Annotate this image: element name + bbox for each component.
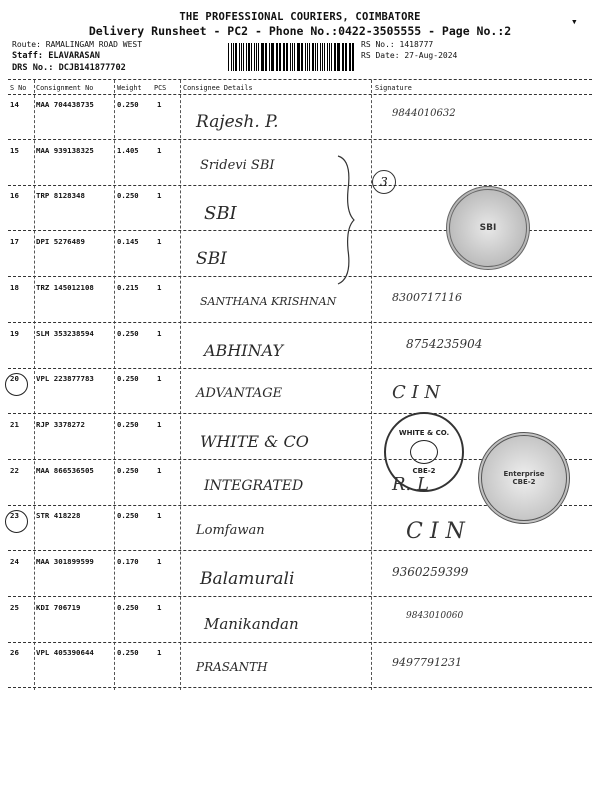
col-divider bbox=[180, 80, 181, 690]
row-pcs: 1 bbox=[157, 648, 162, 657]
row-weight: 0.250 bbox=[117, 648, 139, 657]
barcode-bar bbox=[327, 43, 328, 71]
row-pcs: 1 bbox=[157, 283, 162, 292]
row-signature: 8754235904 bbox=[406, 337, 483, 351]
circled-row-number bbox=[5, 373, 28, 396]
barcode-bar bbox=[307, 43, 308, 71]
barcode-bar bbox=[272, 43, 273, 71]
row-sno: 14 bbox=[10, 100, 19, 109]
barcode-bar bbox=[349, 43, 351, 71]
barcode-bar bbox=[265, 43, 267, 71]
row-consignment: TRP 8128348 bbox=[36, 191, 85, 200]
white-co-stamp bbox=[384, 412, 464, 492]
corner-mark-icon: ▾ bbox=[571, 15, 578, 28]
row-divider bbox=[8, 550, 592, 551]
row-weight: 0.250 bbox=[117, 511, 139, 520]
row-consignee: ADVANTAGE bbox=[196, 386, 283, 401]
barcode-bar bbox=[228, 43, 229, 71]
row-consignment: SLM 353238594 bbox=[36, 329, 94, 338]
row-signature: 9844010632 bbox=[392, 108, 456, 119]
row-signature: 9360259399 bbox=[392, 565, 469, 579]
barcode-bar bbox=[312, 43, 314, 71]
row-consignment: STR 418228 bbox=[36, 511, 81, 520]
barcode-bar bbox=[305, 43, 306, 71]
barcode-bar bbox=[331, 43, 332, 71]
barcode-bar bbox=[302, 43, 303, 71]
row-divider bbox=[8, 139, 592, 140]
barcode-bar bbox=[352, 43, 353, 71]
barcode-bar bbox=[283, 43, 284, 71]
barcode-bar bbox=[262, 43, 263, 71]
barcode-bar bbox=[239, 43, 240, 71]
stamp-inner-ring bbox=[410, 440, 438, 464]
row-sno: 19 bbox=[10, 329, 19, 338]
row-consignee: Manikandan bbox=[204, 615, 299, 633]
row-consignee: ABHINAY bbox=[204, 341, 284, 360]
barcode-bar bbox=[353, 43, 354, 71]
row-consignee: Balamurali bbox=[200, 569, 295, 589]
runsheet-title: Delivery Runsheet - PC2 - Phone No.:0422-3505555 - Page No.:2 bbox=[88, 24, 512, 38]
barcode bbox=[228, 43, 356, 71]
bracket-note: 3 bbox=[372, 170, 396, 194]
row-sno: 24 bbox=[10, 557, 19, 566]
row-weight: 0.145 bbox=[117, 237, 139, 246]
row-consignment: VPL 223877783 bbox=[36, 374, 94, 383]
barcode-bar bbox=[277, 43, 278, 71]
row-consignee: WHITE & CO bbox=[200, 432, 309, 451]
row-weight: 0.250 bbox=[117, 100, 139, 109]
row-weight: 0.250 bbox=[117, 603, 139, 612]
barcode-bar bbox=[243, 43, 244, 71]
row-signature: C I N bbox=[392, 382, 441, 403]
barcode-bar bbox=[271, 43, 272, 71]
row-divider bbox=[8, 276, 592, 277]
row-consignment: VPL 405390644 bbox=[36, 648, 94, 657]
row-consignee: Rajesh. P. bbox=[196, 112, 279, 132]
row-pcs: 1 bbox=[157, 100, 162, 109]
staff-label: Staff: ELAVARASAN bbox=[12, 51, 100, 61]
row-pcs: 1 bbox=[157, 557, 162, 566]
barcode-bar bbox=[235, 43, 237, 71]
row-consignment: TRZ 145012108 bbox=[36, 283, 94, 292]
barcode-bar bbox=[256, 43, 257, 71]
row-signature: 9843010060 bbox=[406, 611, 464, 621]
barcode-bar bbox=[342, 43, 343, 71]
row-consignment: KDI 706719 bbox=[36, 603, 81, 612]
header-rule-bottom bbox=[8, 94, 592, 95]
row-divider bbox=[8, 368, 592, 369]
barcode-bar bbox=[254, 43, 255, 71]
enterprise-stamp-city: CBE-2 bbox=[512, 478, 536, 486]
barcode-bar bbox=[251, 43, 252, 71]
row-weight: 0.250 bbox=[117, 466, 139, 475]
row-divider bbox=[8, 413, 592, 414]
row-signature: R. L bbox=[392, 474, 429, 495]
barcode-bar bbox=[269, 43, 270, 71]
row-sno: 22 bbox=[10, 466, 19, 475]
barcode-bar bbox=[231, 43, 232, 71]
row-consignee: INTEGRATED bbox=[204, 478, 304, 494]
row-weight: 0.215 bbox=[117, 283, 139, 292]
barcode-bar bbox=[246, 43, 247, 71]
barcode-bar bbox=[317, 43, 318, 71]
barcode-bar bbox=[241, 43, 242, 71]
barcode-bar bbox=[343, 43, 344, 71]
row-signature: C I N bbox=[406, 519, 465, 544]
row-consignee: PRASANTH bbox=[196, 660, 268, 674]
barcode-bar bbox=[297, 43, 299, 71]
barcode-bar bbox=[248, 43, 250, 71]
col-header-sno: S No bbox=[10, 84, 27, 92]
barcode-bar bbox=[322, 43, 323, 71]
row-sno: 25 bbox=[10, 603, 19, 612]
white-co-stamp-name: WHITE & CO. bbox=[398, 429, 450, 437]
enterprise-stamp bbox=[478, 432, 570, 524]
row-sno: 16 bbox=[10, 191, 19, 200]
row-consignee: SBI bbox=[196, 249, 227, 269]
row-weight: 0.250 bbox=[117, 420, 139, 429]
row-consignment: MAA 939138325 bbox=[36, 146, 94, 155]
row-pcs: 1 bbox=[157, 511, 162, 520]
sbi-stamp: SBI bbox=[446, 186, 530, 270]
col-header-consignment: Consignment No bbox=[36, 84, 94, 92]
enterprise-stamp-name: Enterprise bbox=[503, 470, 545, 478]
row-sno: 23 bbox=[10, 511, 19, 520]
row-pcs: 1 bbox=[157, 466, 162, 475]
barcode-bar bbox=[258, 43, 259, 71]
barcode-bar bbox=[338, 43, 339, 71]
row-pcs: 1 bbox=[157, 146, 162, 155]
row-consignment: RJP 3378272 bbox=[36, 420, 85, 429]
row-consignment: MAA 866536505 bbox=[36, 466, 94, 475]
row-signature: 9497791231 bbox=[392, 656, 462, 669]
row-weight: 0.250 bbox=[117, 329, 139, 338]
row-pcs: 1 bbox=[157, 374, 162, 383]
barcode-bar bbox=[309, 43, 310, 71]
row-consignee: SANTHANA KRISHNAN bbox=[200, 295, 337, 308]
row-weight: 0.170 bbox=[117, 557, 139, 566]
col-divider bbox=[34, 80, 35, 690]
row-consignment: MAA 301899599 bbox=[36, 557, 94, 566]
barcode-bar bbox=[276, 43, 277, 71]
rs-date: RS Date: 27-Aug-2024 bbox=[361, 51, 458, 60]
row-sno: 17 bbox=[10, 237, 19, 246]
barcode-bar bbox=[324, 43, 325, 71]
row-signature: 8300717116 bbox=[392, 291, 462, 304]
row-divider bbox=[8, 322, 592, 323]
row-sno: 18 bbox=[10, 283, 19, 292]
row-pcs: 1 bbox=[157, 420, 162, 429]
white-co-stamp-city: CBE-2 bbox=[412, 467, 436, 475]
barcode-bar bbox=[286, 43, 287, 71]
col-header-weight: Weight bbox=[117, 84, 142, 92]
barcode-bar bbox=[329, 43, 330, 71]
row-divider bbox=[8, 687, 592, 688]
col-header-signature: Signature bbox=[375, 84, 412, 92]
header-rule-top bbox=[8, 79, 592, 80]
barcode-bar bbox=[301, 43, 302, 71]
row-pcs: 1 bbox=[157, 191, 162, 200]
barcode-bar bbox=[320, 43, 321, 71]
row-weight: 1.405 bbox=[117, 146, 139, 155]
row-pcs: 1 bbox=[157, 329, 162, 338]
barcode-bar bbox=[287, 43, 288, 71]
col-header-consignee: Consignee Details bbox=[183, 84, 253, 92]
barcode-bar bbox=[334, 43, 336, 71]
rs-number: RS No.: 1418777 bbox=[361, 40, 434, 49]
row-sno: 21 bbox=[10, 420, 19, 429]
col-divider bbox=[114, 80, 115, 690]
row-consignment: DPI 5276489 bbox=[36, 237, 85, 246]
barcode-bar bbox=[261, 43, 262, 71]
row-sno: 20 bbox=[10, 374, 19, 383]
drs-number: DRS No.: DCJB141877702 bbox=[12, 63, 126, 73]
col-header-pcs: PCS bbox=[154, 84, 167, 92]
row-pcs: 1 bbox=[157, 603, 162, 612]
barcode-bar bbox=[315, 43, 316, 71]
row-divider bbox=[8, 642, 592, 643]
row-weight: 0.250 bbox=[117, 191, 139, 200]
row-consignee: Sridevi SBI bbox=[200, 158, 275, 173]
barcode-bar bbox=[345, 43, 346, 71]
row-divider bbox=[8, 185, 592, 186]
row-divider bbox=[8, 596, 592, 597]
route-label: Route: RAMALINGAM ROAD WEST bbox=[12, 40, 143, 49]
barcode-bar bbox=[292, 43, 293, 71]
row-consignee: SBI bbox=[204, 203, 237, 224]
row-weight: 0.250 bbox=[117, 374, 139, 383]
company-name: THE PROFESSIONAL COURIERS, COIMBATORE bbox=[179, 11, 421, 23]
circled-row-number bbox=[5, 510, 28, 533]
barcode-bar bbox=[294, 43, 295, 71]
row-sno: 26 bbox=[10, 648, 19, 657]
barcode-bar bbox=[337, 43, 338, 71]
row-sno: 15 bbox=[10, 146, 19, 155]
barcode-bar bbox=[279, 43, 281, 71]
barcode-bar bbox=[233, 43, 234, 71]
row-consignee: Lomfawan bbox=[196, 523, 265, 538]
row-consignment: MAA 704438735 bbox=[36, 100, 94, 109]
row-pcs: 1 bbox=[157, 237, 162, 246]
barcode-bar bbox=[290, 43, 291, 71]
